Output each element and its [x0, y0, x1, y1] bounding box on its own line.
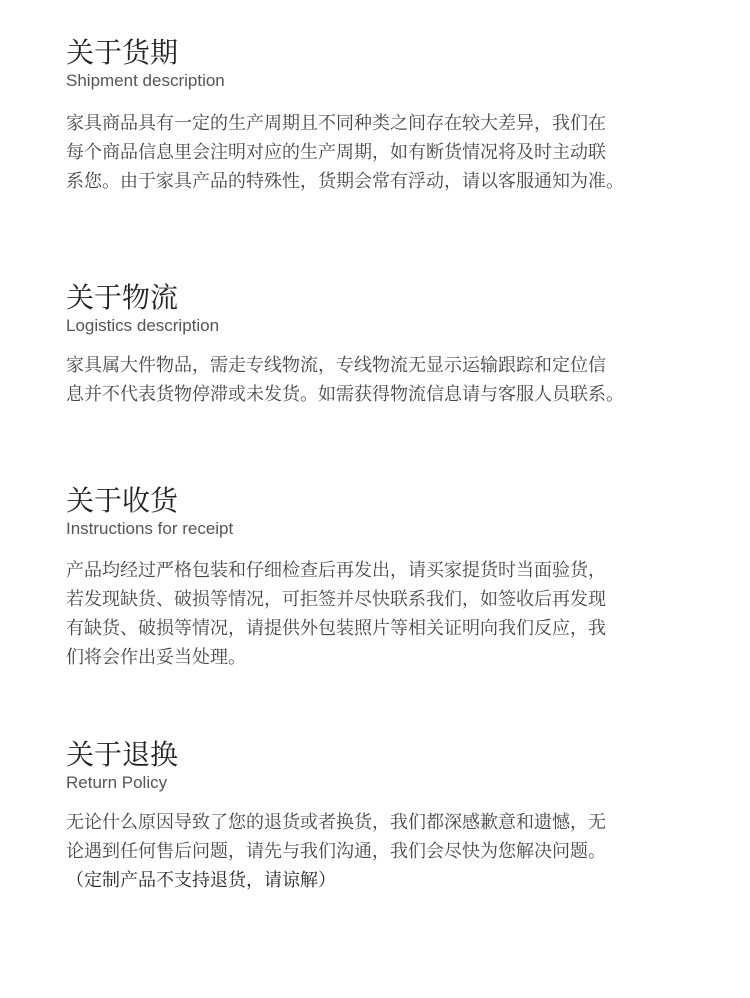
body-line: 若发现缺货、破损等情况，可拒签并尽快联系我们，如签收后再发现: [66, 589, 606, 610]
body-line: 有缺货、破损等情况，请提供外包装照片等相关证明向我们反应，我: [66, 618, 606, 639]
body-line: 每个商品信息里会注明对应的生产周期，如有断货情况将及时主动联: [66, 142, 606, 163]
body-line: 论遇到任何售后问题，请先与我们沟通，我们会尽快为您解决问题。: [66, 841, 606, 862]
section-shipment: [66, 36, 686, 196]
section-body: [66, 109, 686, 196]
section-title: 关于物流: [66, 281, 179, 314]
section-subtitle: Instructions for receipt: [66, 519, 234, 538]
body-line: 家具商品具有一定的生产周期且不同种类之间存在较大差异，我们在: [66, 113, 606, 134]
body-line: 们将会作出妥当处理。: [66, 647, 246, 668]
body-line: 产品均经过严格包装和仔细检查后再发出，请买家提货时当面验货，: [66, 560, 606, 581]
body-line: 息并不代表货物停滞或未发货。如需获得物流信息请与客服人员联系。: [66, 384, 624, 405]
section-title: 关于退换: [66, 738, 179, 771]
section-body: [66, 808, 686, 866]
section-subtitle: Logistics description: [66, 316, 220, 335]
section-body: [66, 556, 686, 672]
section-subtitle: Return Policy: [66, 773, 168, 792]
return-policy-note: （定制产品不支持退货，请谅解）: [66, 870, 336, 891]
section-receipt: [66, 484, 686, 672]
body-line: 系您。由于家具产品的特殊性，货期会常有浮动，请以客服通知为准。: [66, 171, 624, 192]
section-body: [66, 351, 686, 409]
section-logistics: [66, 281, 686, 409]
body-line: 无论什么原因导致了您的退货或者换货，我们都深感歉意和遗憾，无: [66, 812, 606, 833]
section-subtitle: Shipment description: [66, 71, 225, 90]
section-return-policy: [66, 738, 686, 895]
section-title: 关于货期: [66, 36, 179, 69]
body-line: 家具属大件物品，需走专线物流，专线物流无显示运输跟踪和定位信: [66, 355, 606, 376]
section-title: 关于收货: [66, 484, 179, 517]
